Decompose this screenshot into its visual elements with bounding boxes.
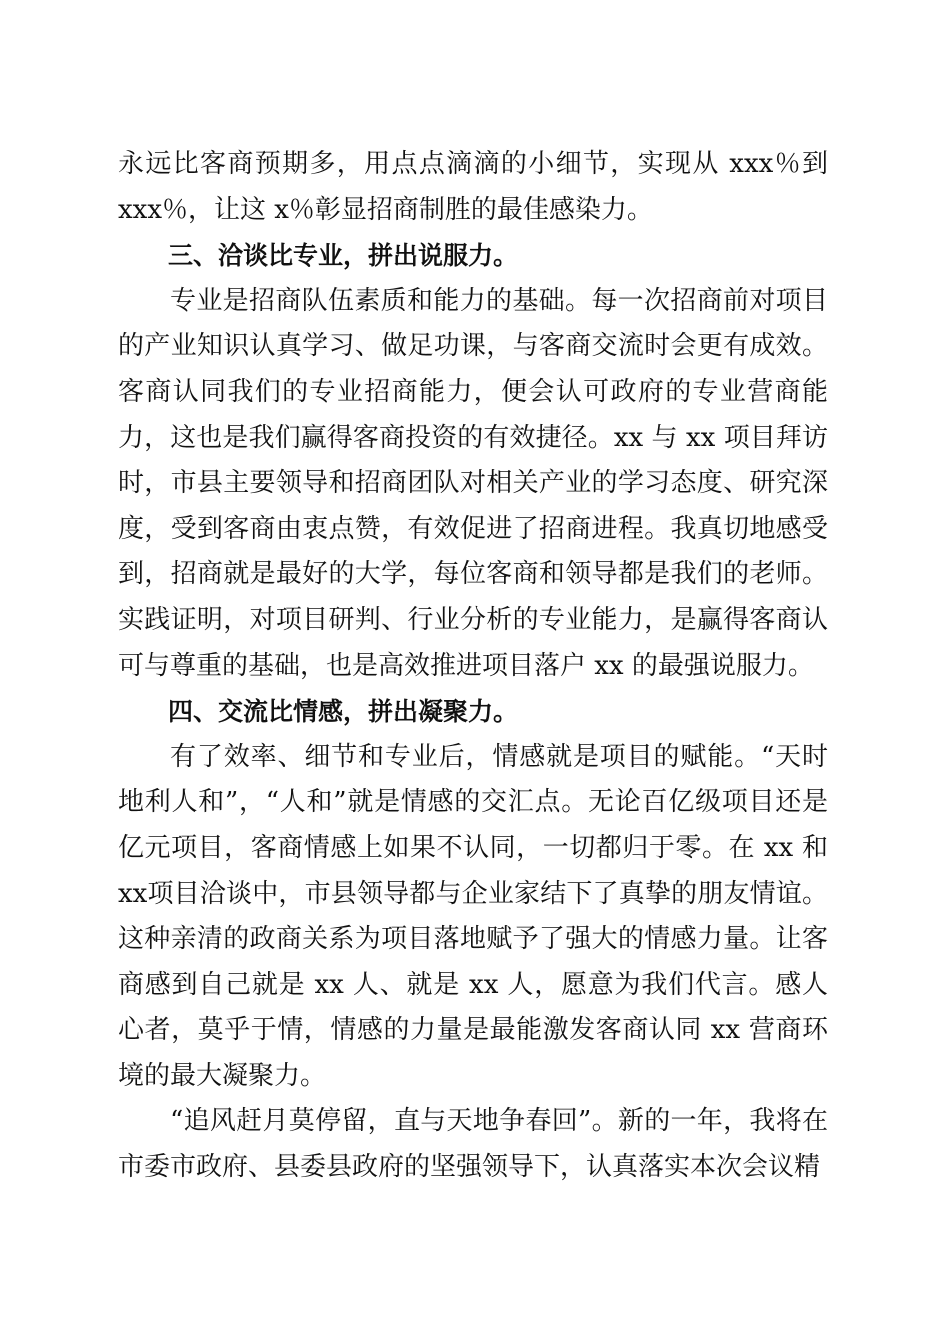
paragraph-emotion: 有了效率、细节和专业后，情感就是项目的赋能。“天时地利人和”，“人和”就是情感的交汇点。无论百亿级项目还是亿元项目，客商情感上如果不认同，一切都归于零。在 xx 和 xx项目洽谈中，市县领导都与企业家结下了真挚的朋友情谊。这种亲清的政商关系为项目落地赋予了强大的情感力量。让客商感到自己就是 xx 人、就是 xx 人，愿意为我们代言。感人心者，莫乎于情，情感的力量是最能激发客商认同 xx 营商环境的最大凝聚力。	[118, 741, 828, 1091]
section-heading-three: 三、洽谈比专业，拼出说服力。	[168, 241, 519, 271]
paragraph-continuation: 永远比客商预期多，用点点滴滴的小细节，实现从 xxx％到xxx％，让这 x％彰显招商制胜的最佳感染力。	[118, 149, 828, 225]
paragraph-professionalism: 专业是招商队伍素质和能力的基础。每一次招商前对项目的产业知识认真学习、做足功课，与客商交流时会更有成效。客商认同我们的专业招商能力，便会认可政府的专业营商能力，这也是我们赢得客商投资的有效捷径。xx 与 xx 项目拜访时，市县主要领导和招商团队对相关产业的学习态度、研究深度，受到客商由衷点赞，有效促进了招商进程。我真切地感受到，招商就是最好的大学，每位客商和领导都是我们的老师。实践证明，对项目研判、行业分析的专业能力，是赢得客商认可与尊重的基础，也是高效推进项目落户 xx 的最强说服力。	[118, 285, 828, 681]
document-body	[118, 142, 828, 1191]
paragraph-closing: “追风赶月莫停留，直与天地争春回”。新的一年，我将在市委市政府、县委县政府的坚强领导下，认真落实本次会议精	[118, 1106, 828, 1183]
section-heading-four: 四、交流比情感，拼出凝聚力。	[168, 697, 519, 727]
